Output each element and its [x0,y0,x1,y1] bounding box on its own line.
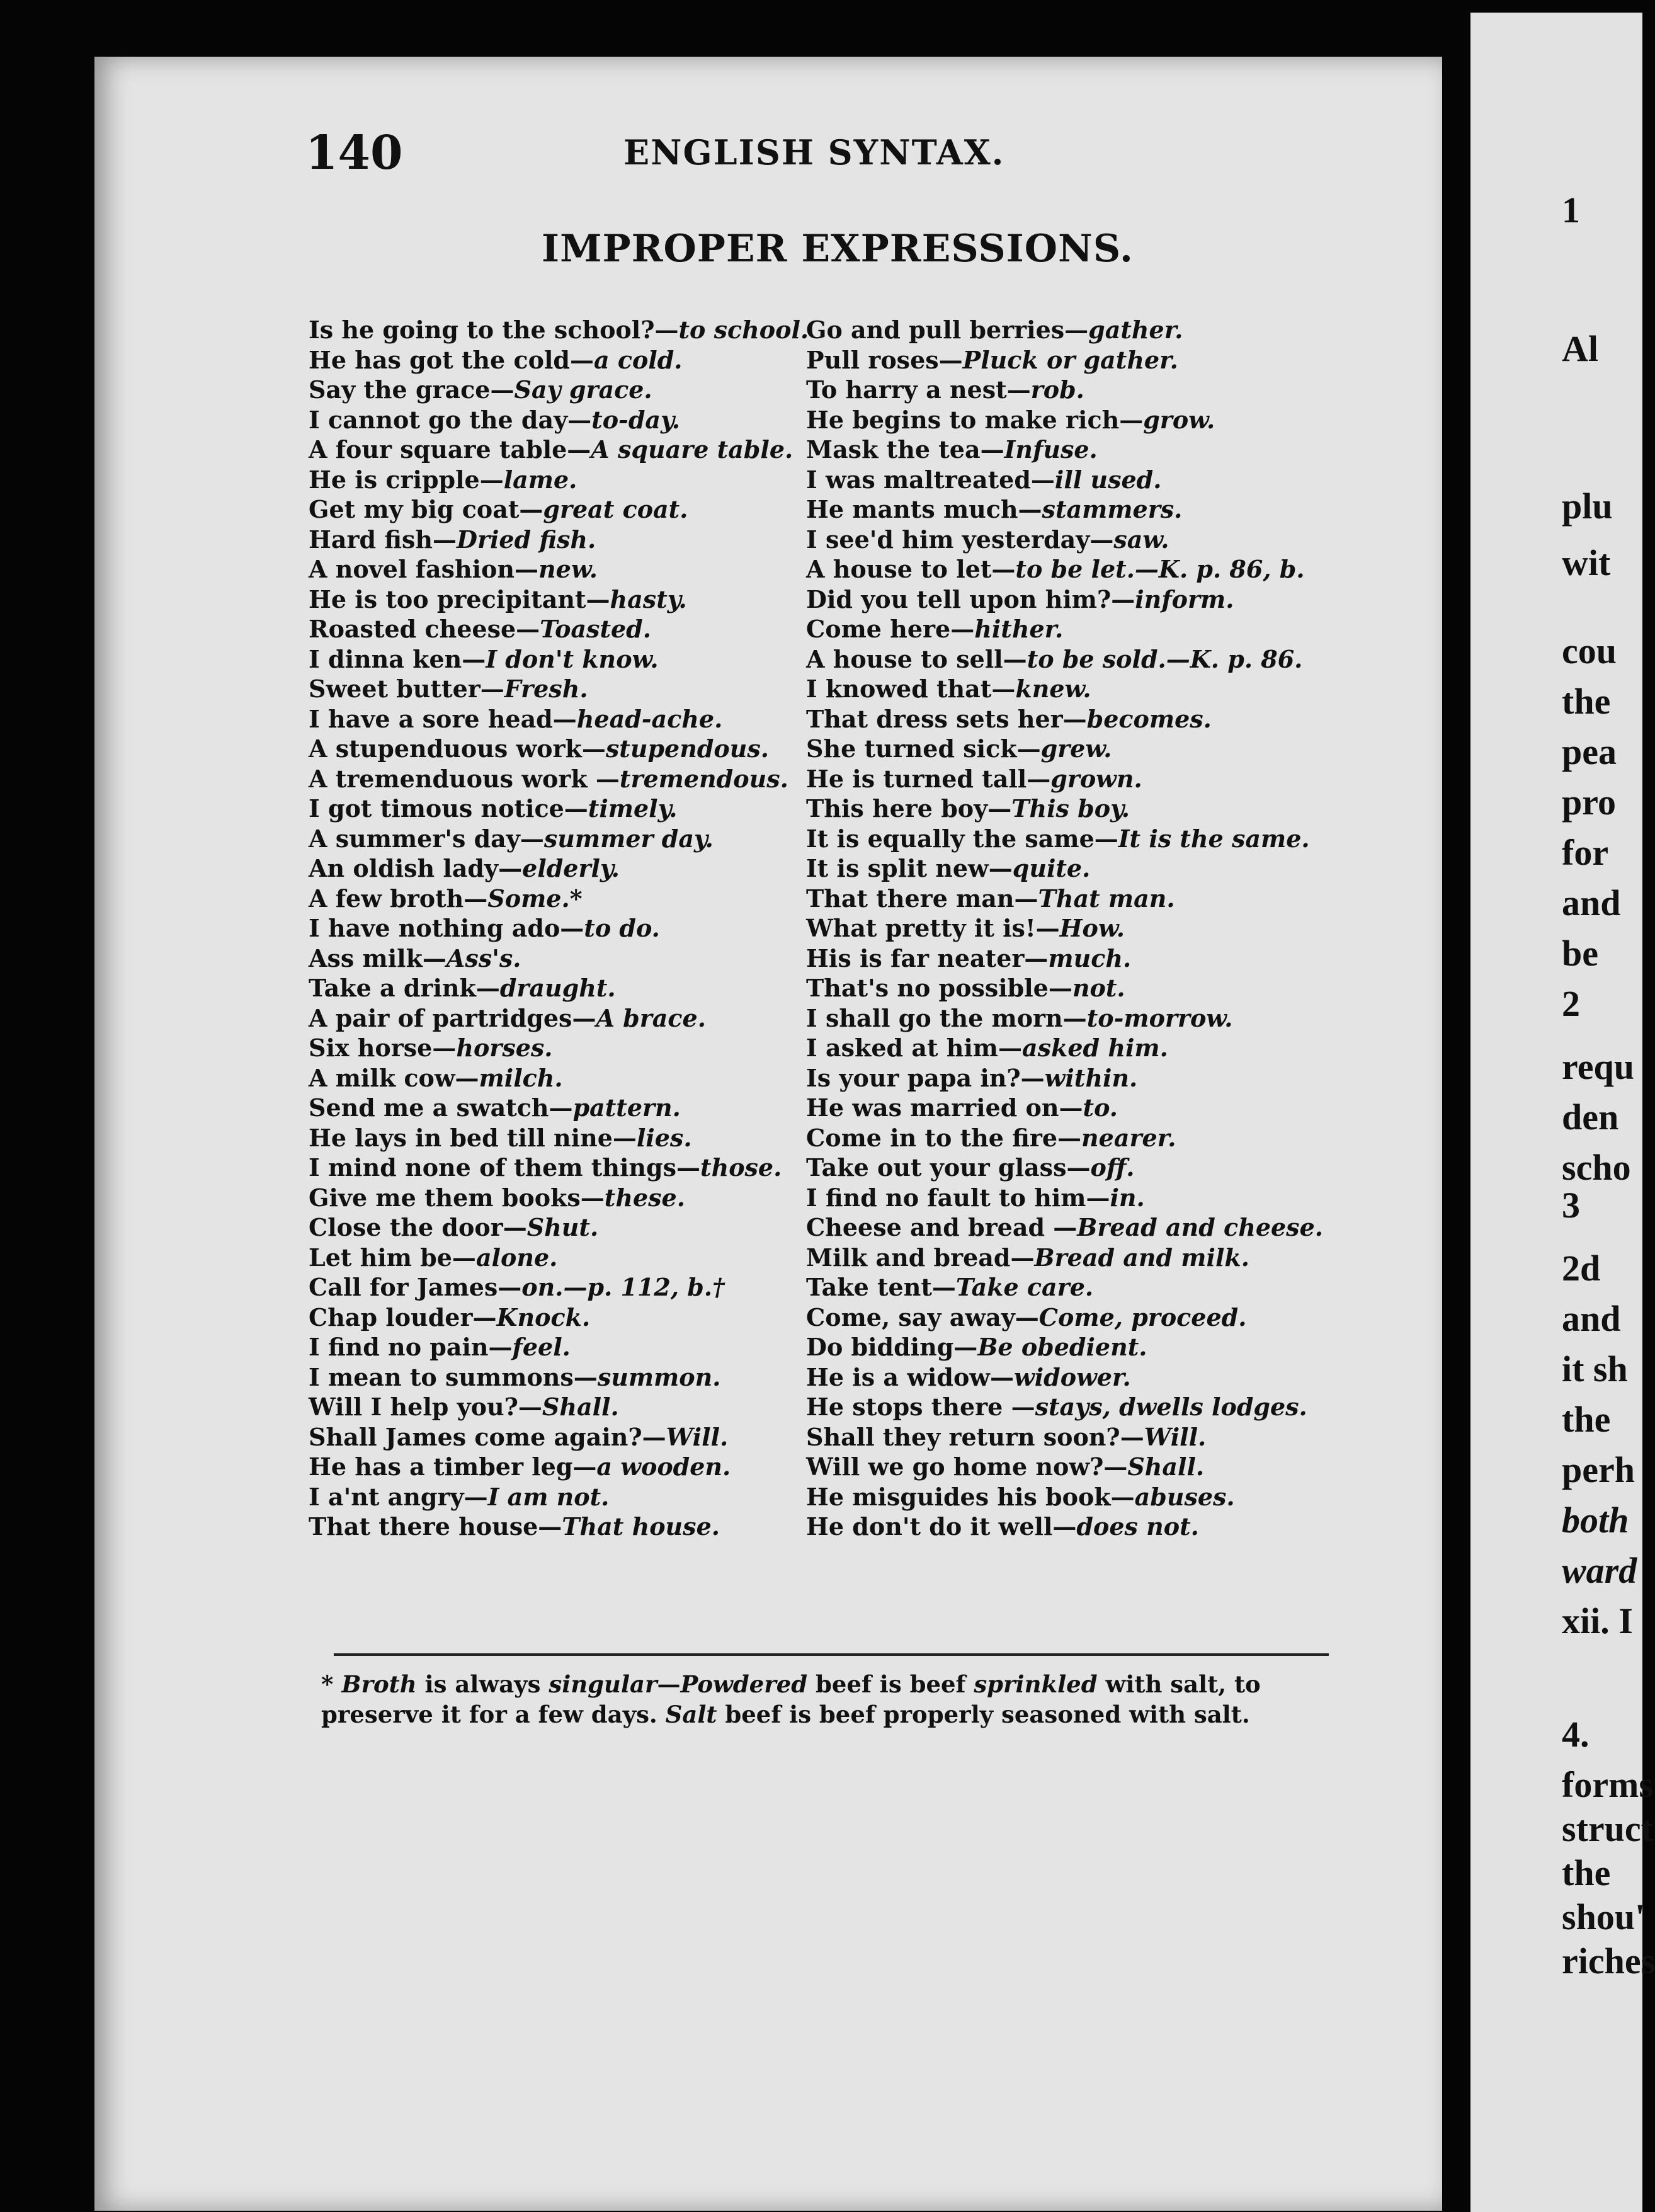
expression-entry [806,1332,1304,1362]
correction: Will. [1144,1422,1207,1451]
improper-phrase: A milk cow— [309,1063,479,1092]
correction: inform. [1135,584,1234,613]
improper-phrase: His is far neater— [806,944,1049,972]
correction: knew. [1015,675,1091,703]
correction: elderly. [522,854,620,882]
expression-entry [309,764,806,794]
correction: summon. [597,1362,721,1391]
expression-entry [806,913,1304,944]
expression-entry [309,525,806,555]
correction: within. [1044,1063,1138,1092]
improper-phrase: I dinna ken— [309,644,486,673]
expression-entry [309,884,806,914]
right-page-fragment: den [1562,1097,1619,1137]
expression-entry [806,1512,1304,1542]
improper-phrase: Take tent— [806,1273,956,1301]
expression-entry [309,465,806,495]
correction: gather. [1088,316,1183,344]
correction: saw. [1113,525,1169,554]
running-title: ENGLISH SYNTAX. [623,132,1005,173]
expression-entry [806,973,1304,1003]
correction: widower. [1014,1362,1131,1391]
correction: Ass's. [446,944,521,972]
correction: Some.* [487,884,583,913]
expression-entry [806,704,1304,734]
right-page-fragment: struct [1562,1808,1653,1849]
expression-entry [309,494,806,525]
right-page-fragment: pro [1562,782,1616,823]
correction: to be let.—K. p. 86, b. [1015,555,1305,583]
improper-phrase: A summer's day— [309,824,544,853]
expression-entry [309,734,806,764]
improper-phrase: He mants much— [806,495,1042,523]
correction: Knock. [496,1303,591,1331]
correction: How. [1059,914,1125,942]
correction: Say grace. [514,375,652,404]
correction: It is the same. [1118,824,1310,853]
correction: these. [604,1183,685,1212]
correction: Bread and milk. [1034,1243,1249,1272]
correction: That house. [562,1512,720,1541]
expression-entry [309,824,806,854]
correction: a wooden. [596,1452,731,1481]
correction: Fresh. [504,675,588,703]
improper-phrase: I have nothing ado— [309,914,584,942]
correction: pattern. [572,1093,681,1122]
improper-phrase: Take out your glass— [806,1153,1091,1182]
expression-entry [309,345,806,375]
right-page-fragment: the [1562,681,1611,722]
expression-entry [806,1212,1323,1243]
improper-phrase: A novel fashion— [309,555,539,583]
right-page-fragment: be [1562,933,1598,974]
expression-entry [309,1063,806,1093]
improper-phrase: Pull roses— [806,345,963,374]
improper-phrase: Say the grace— [309,375,515,404]
expression-entry [309,584,806,615]
correction: to do. [584,914,660,942]
correction: a cold. [593,345,683,374]
expression-entry [806,584,1304,615]
improper-phrase: Come, say away— [806,1303,1039,1331]
expression-entry [806,554,1304,584]
right-page-fragment: 1 [1562,190,1580,231]
correction: off. [1090,1153,1135,1182]
improper-phrase: Take a drink— [309,974,500,1002]
improper-phrase: He lays in bed till nine— [309,1123,637,1152]
expression-entry [309,1183,806,1213]
expression-entry [806,853,1304,884]
improper-phrase: Cheese and bread — [806,1213,1078,1241]
right-page-fragment: 4. [1562,1714,1590,1755]
correction: Take care. [955,1273,1094,1301]
right-page-fragment: the [1562,1399,1611,1440]
right-page-fragment: it sh [1562,1348,1628,1389]
correction: Shall. [542,1393,619,1421]
correction: great coat. [543,495,688,523]
improper-phrase: He is cripple— [309,465,504,494]
expression-entry [309,405,806,435]
expression-entry [806,944,1304,974]
correction: Shut. [526,1213,599,1241]
correction: lies. [636,1123,692,1152]
correction: Bread and cheese. [1077,1213,1323,1241]
improper-phrase: Come in to the fire— [806,1123,1082,1152]
correction: draught. [499,974,616,1002]
expression-entry [806,1183,1304,1213]
correction: milch. [479,1063,563,1092]
improper-phrase: It is equally the same— [806,824,1118,853]
right-page-fragment: 2 [1562,983,1580,1024]
expression-entry [806,345,1304,375]
improper-phrase: I a'nt angry— [309,1482,488,1511]
expression-entry [806,1063,1304,1093]
improper-phrase: Milk and bread— [806,1243,1035,1272]
correction: That man. [1038,884,1175,913]
expression-entry [806,1362,1304,1393]
expression-entry [309,913,806,944]
right-page-fragment: 3 [1562,1185,1580,1226]
improper-phrase: I got timous notice— [309,794,588,823]
expression-entry [806,1392,1307,1422]
right-page-fragment: and [1562,1298,1621,1339]
expression-entry [806,1003,1304,1034]
expression-entry [806,644,1304,675]
improper-phrase: That there man— [806,884,1038,913]
expression-entry [806,1153,1304,1183]
improper-phrase: Six horse— [309,1034,457,1062]
correction: stupendous. [605,734,769,763]
improper-phrase: I asked at him— [806,1034,1023,1062]
right-column [806,315,1323,1542]
expression-entry [806,1272,1304,1303]
improper-phrase: Let him be— [309,1243,476,1272]
improper-phrase: A pair of partridges— [309,1003,596,1032]
expression-entry [806,1303,1304,1333]
expression-entry [309,1303,806,1333]
improper-phrase: This here boy— [806,794,1012,823]
right-page-fragment: Al [1562,328,1598,369]
correction: feel. [512,1333,571,1361]
correction: I am not. [487,1482,610,1511]
improper-phrase: A four square table— [309,435,591,464]
correction: alone. [475,1243,558,1272]
improper-phrase: Get my big coat— [309,495,543,523]
expression-entry [806,824,1310,854]
correction: Dried fish. [457,525,596,554]
improper-phrase: What pretty it is!— [806,914,1060,942]
right-page-fragment: for [1562,832,1609,873]
expression-entry [806,1093,1304,1123]
improper-phrase: To harry a nest— [806,375,1031,404]
improper-phrase: Send me a swatch— [309,1093,573,1122]
correction: to school. [678,316,809,344]
correction: A brace. [596,1003,706,1032]
expression-entry [309,944,806,974]
correction: Infuse. [1004,435,1098,464]
improper-phrase: Come here— [806,615,975,643]
expression-entry [806,465,1304,495]
correction: much. [1048,944,1132,972]
correction: new. [538,555,598,583]
improper-phrase: He begins to make rich— [806,405,1144,434]
correction: to-morrow. [1086,1003,1233,1032]
expression-entry [309,1033,806,1063]
correction: not. [1072,974,1125,1002]
improper-phrase: Did you tell upon him?— [806,584,1135,613]
expression-entry [309,794,806,824]
correction: ill used. [1054,465,1162,494]
right-page-fragment: cou [1562,630,1617,671]
right-page-fragment: forms [1562,1764,1653,1805]
expression-entry [806,674,1304,704]
improper-phrase: He misguides his book— [806,1482,1135,1511]
expression-entry [806,435,1304,465]
footnote-rule [334,1653,1329,1656]
correction: grew. [1040,734,1112,763]
improper-phrase: That's no possible— [806,974,1072,1002]
expression-entry [806,405,1304,435]
expression-entry [309,1332,806,1362]
correction: hasty. [610,584,687,613]
right-page-fragment: wit [1562,542,1611,583]
correction: on.—p. 112, b.† [521,1273,725,1301]
right-page-fragment: the [1562,1852,1611,1893]
correction: asked him. [1022,1034,1168,1062]
correction: head-ache. [576,704,723,733]
expression-entry [309,973,806,1003]
correction: quite. [1012,854,1091,882]
improper-phrase: He is too precipitant— [309,584,610,613]
improper-phrase: Is your papa in?— [806,1063,1045,1092]
expression-entry [309,1362,806,1393]
expression-entry [309,704,806,734]
right-page-fragment: ward [1562,1550,1637,1591]
expression-entry [806,764,1304,794]
right-page-fragment: requ [1562,1046,1634,1087]
improper-phrase: Roasted cheese— [309,615,540,643]
improper-phrase: Shall James come again?— [309,1422,666,1451]
improper-phrase: Do bidding— [806,1333,978,1361]
expression-entry [309,614,806,644]
expression-entry [806,1482,1304,1512]
expression-entry [806,794,1304,824]
improper-phrase: Call for James— [309,1273,522,1301]
expression-entry [806,734,1304,764]
improper-phrase: I mind none of them things— [309,1153,701,1182]
improper-phrase: Ass milk— [309,944,446,972]
expression-entry [806,884,1304,914]
correction: tremendous. [619,764,788,793]
correction: stammers. [1042,495,1183,523]
right-page-fragment: and [1562,882,1621,923]
correction: lame. [503,465,577,494]
correction: hither. [974,615,1064,643]
expression-entry [806,1243,1304,1273]
expression-entry [309,1153,806,1183]
improper-phrase: He is turned tall— [806,764,1051,793]
expression-entry [806,1422,1304,1452]
correction: in. [1110,1183,1145,1212]
improper-phrase: He has a timber leg— [309,1452,597,1481]
improper-phrase: He stops there — [806,1393,1035,1421]
improper-phrase: A stupenduous work— [309,734,606,763]
improper-phrase: She turned sick— [806,734,1041,763]
improper-phrase: A house to sell— [806,644,1027,673]
expression-entry [309,1003,806,1034]
expression-entry [309,674,806,704]
expression-entry [309,1392,806,1422]
improper-phrase: I shall go the morn— [806,1003,1087,1032]
improper-phrase: He was married on— [806,1093,1083,1122]
right-page-fragment: xii. I [1562,1600,1633,1641]
improper-phrase: Will we go home now?— [806,1452,1128,1481]
expression-entry [806,315,1304,345]
improper-phrase: It is split new— [806,854,1013,882]
expression-entry [806,1033,1304,1063]
improper-phrase: Chap louder— [309,1303,497,1331]
expression-entry [309,1212,806,1243]
correction: grow. [1143,405,1215,434]
expression-entry [309,644,806,675]
expression-entry [309,1482,806,1512]
expression-entry [309,315,809,345]
correction: Come, proceed. [1038,1303,1247,1331]
footnote: * Broth is always singular—Powdered beef is beef sprinkled with salt, to preserve it for a few days. Salt beef is beef properly seasoned with salt. [321,1670,1261,1728]
right-page-fragment: plu [1562,486,1613,527]
correction: those. [700,1153,782,1182]
improper-phrase: That there house— [309,1512,562,1541]
improper-phrase: He is a widow— [806,1362,1014,1391]
improper-phrase: I knowed that— [806,675,1016,703]
correction: horses. [456,1034,553,1062]
improper-phrase: I have a sore head— [309,704,577,733]
page-number: 140 [305,126,403,180]
improper-phrase: I find no pain— [309,1333,513,1361]
improper-phrase: He has got the cold— [309,345,594,374]
improper-phrase: Mask the tea— [806,435,1004,464]
correction: to be sold.—K. p. 86. [1027,644,1303,673]
correction: becomes. [1086,704,1212,733]
correction: abuses. [1134,1482,1235,1511]
expression-entry [309,554,806,584]
expression-entry [806,375,1304,405]
expression-entry [309,1512,806,1542]
right-page-fragment: perh [1562,1449,1635,1490]
expression-entry [309,1272,806,1303]
correction: Toasted. [540,615,651,643]
expression-entry [806,614,1304,644]
correction: Shall. [1127,1452,1205,1481]
correction: summer day. [543,824,714,853]
expression-entry [309,1093,806,1123]
expression-entry [309,1422,806,1452]
correction: nearer. [1081,1123,1176,1152]
correction: stays, dwells lodges. [1035,1393,1307,1421]
improper-phrase: Will I help you?— [309,1393,542,1421]
expression-entry [806,1452,1304,1482]
correction: Be obedient. [977,1333,1147,1361]
correction: grown. [1050,764,1142,793]
expression-entry [806,525,1304,555]
improper-phrase: Give me them books— [309,1183,605,1212]
expression-entry [309,375,806,405]
correction: Pluck or gather. [962,345,1178,374]
improper-phrase: Sweet butter— [309,675,504,703]
correction: to. [1083,1093,1118,1122]
left-column [309,315,809,1542]
improper-phrase: I find no fault to him— [806,1183,1110,1212]
right-page-fragment: scho [1562,1147,1631,1188]
expression-entry [806,1123,1304,1153]
improper-phrase: I cannot go the day— [309,405,592,434]
improper-phrase: A few broth— [309,884,488,913]
expression-entry [309,853,806,884]
expression-entry [309,1123,806,1153]
improper-phrase: A house to let— [806,555,1016,583]
correction: Will. [666,1422,729,1451]
improper-phrase: Go and pull berries— [806,316,1089,344]
right-page-fragment: 2d [1562,1248,1601,1289]
improper-phrase: He don't do it well— [806,1512,1077,1541]
right-page-fragment: both [1562,1500,1629,1541]
correction: does not. [1076,1512,1199,1541]
right-page-fragment: shou' [1562,1896,1646,1937]
expression-entry [806,494,1304,525]
expression-entry [309,1243,806,1273]
improper-phrase: A tremenduous work — [309,764,620,793]
correction: This boy. [1011,794,1130,823]
improper-phrase: Shall they return soon?— [806,1422,1144,1451]
improper-phrase: Close the door— [309,1213,527,1241]
improper-phrase: I mean to summons— [309,1362,598,1391]
section-title: IMPROPER EXPRESSIONS. [542,227,1134,271]
expression-entry [309,435,806,465]
right-page-fragment: riches [1562,1941,1655,1981]
correction: to-day. [591,405,680,434]
expression-entry [309,1452,806,1482]
improper-phrase: Hard fish— [309,525,457,554]
improper-phrase: An oldish lady— [309,854,523,882]
improper-phrase: I see'd him yesterday— [806,525,1114,554]
correction: rob. [1030,375,1084,404]
improper-phrase: Is he going to the school?— [309,316,679,344]
right-page-fragment: pea [1562,731,1617,772]
correction: timely. [588,794,678,823]
improper-phrase: I was maltreated— [806,465,1055,494]
correction: A square table. [591,435,793,464]
correction: I don't know. [486,644,659,673]
improper-phrase: That dress sets her— [806,704,1087,733]
